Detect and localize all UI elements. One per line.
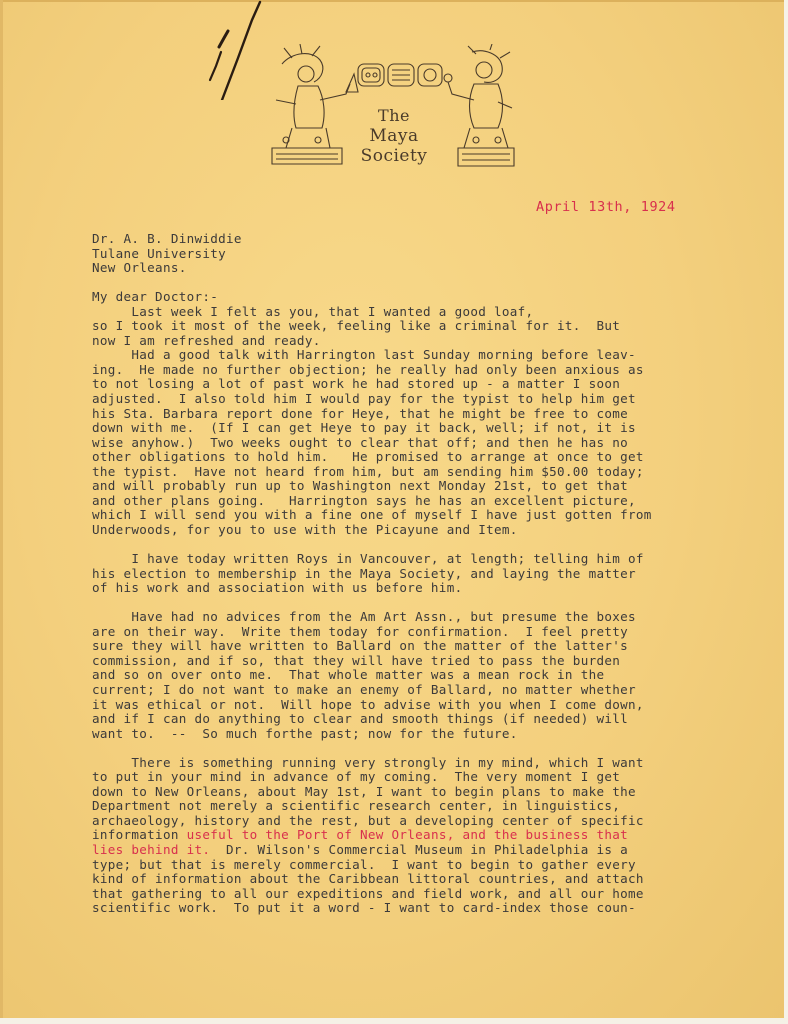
- paragraph-line: kind of information about the Caribbean littoral countries, and attach: [92, 871, 644, 887]
- paragraph-line: sure they will have written to Ballard on the matter of the latter's: [92, 638, 628, 654]
- address-line: New Orleans.: [92, 260, 187, 276]
- paragraph-line: Department not merely a scientific research center, in linguistics,: [92, 798, 621, 814]
- paragraph-line: and if I can do anything to clear and smooth things (if needed) will: [92, 711, 628, 727]
- letter-date: April 13th, 1924: [536, 199, 676, 215]
- paragraph-line: now I am refreshed and ready.: [92, 332, 321, 348]
- paragraph-line: to put in your mind in advance of my coming. The very moment I get: [92, 769, 621, 785]
- paragraph-line: other obligations to hold him. He promised to arrange at once to get: [92, 449, 644, 465]
- address-line: Dr. A. B. Dinwiddie: [92, 231, 242, 246]
- paragraph-line: Underwoods, for you to use with the Picayune and Item.: [92, 521, 518, 537]
- letterhead-title: [334, 108, 454, 166]
- text-segment: information: [92, 827, 187, 843]
- red-ink-segment: useful to the Port of New Orleans, and the business that: [186, 827, 628, 843]
- address-line: Tulane University: [92, 245, 226, 261]
- letterhead-the: The: [378, 106, 410, 125]
- maya-figure-right-icon: [444, 44, 514, 166]
- paragraph-line: ing. He made no further objection; he really had only been anxious as: [92, 361, 644, 377]
- letterhead-org-name: Maya Society: [360, 126, 428, 166]
- paragraph-line: that gathering to all our expeditions and field work, and all our home: [92, 885, 644, 901]
- paragraph-line: down with me. (If I can get Heye to pay it back, well; if not, it is: [92, 420, 636, 436]
- paragraph-line: [92, 843, 762, 858]
- paragraph-line: to not losing a lot of past work he had stored up - a matter I soon: [92, 376, 621, 392]
- red-ink-segment: lies behind it.: [92, 841, 211, 857]
- paragraph-line: Had a good talk with Harrington last Sunday morning before leav-: [92, 347, 636, 363]
- paragraph-line: wise anyhow.) Two weeks ought to clear that off; and then he has no: [92, 434, 628, 450]
- paragraph-line: so I took it most of the week, feeling like a criminal for it. But: [92, 318, 621, 334]
- paragraph-line: his election to membership in the Maya Society, and laying the matter: [92, 565, 636, 581]
- paragraph-line: adjusted. I also told him I would pay for the typist to help him get: [92, 391, 636, 407]
- paragraph-line: type; but that is merely commercial. I want to begin to gather every: [92, 856, 636, 872]
- paragraph-line: [92, 828, 762, 843]
- paragraph-line: Last week I felt as you, that I wanted a good loaf,: [92, 303, 534, 319]
- paragraph-line: and other plans going. Harrington says he has an excellent picture,: [92, 492, 636, 508]
- text-segment: Dr. Wilson's Commercial Museum in Philadelphia is a: [210, 841, 628, 857]
- paragraph-line: and will probably run up to Washington next Monday 21st, to get that: [92, 478, 628, 494]
- paragraph-line: want to. -- So much forthe past; now for the future.: [92, 725, 518, 741]
- paragraph-line: the typist. Have not heard from him, but am sending him $50.00 today;: [92, 463, 644, 479]
- paper-edge-left: [0, 0, 3, 1024]
- paragraph-line: of his work and association with us before him.: [92, 580, 463, 596]
- paragraph-line: it was ethical or not. Will hope to advise with you when I come down,: [92, 696, 644, 712]
- paragraph-line: Have had no advices from the Am Art Assn., but presume the boxes: [92, 609, 636, 625]
- maya-glyphs-icon: [358, 64, 442, 86]
- salutation: My dear Doctor:-: [92, 289, 219, 305]
- paper-edge-top: [0, 0, 788, 2]
- paragraph-line: commission, and if so, that they will have tried to pass the burden: [92, 652, 621, 668]
- paper-edge-right: [784, 0, 788, 1024]
- paragraph-line: archaeology, history and the rest, but a developing center of specific: [92, 812, 644, 828]
- paragraph-line: scientific work. To put it a word - I want to card-index those coun-: [92, 900, 636, 916]
- paragraph-line: which I will send you with a fine one of myself I have just gotten from: [92, 507, 652, 523]
- paragraph-line: current; I do not want to make an enemy of Ballard, no matter whether: [92, 681, 636, 697]
- paragraph-line: down to New Orleans, about May 1st, I want to begin plans to make the: [92, 783, 636, 799]
- paragraph-line: There is something running very strongly in my mind, which I want: [92, 754, 644, 770]
- paragraph-line: are on their way. Write them today for confirmation. I feel pretty: [92, 623, 628, 639]
- paragraph-line: and so on over onto me. That whole matter was a mean rock in the: [92, 667, 605, 683]
- paper-edge-bottom: [0, 1018, 788, 1024]
- paragraph-line: I have today written Roys in Vancouver, at length; telling him of: [92, 551, 644, 567]
- letter-body: [92, 232, 762, 916]
- paragraph-line: his Sta. Barbara report done for Heye, that he might be free to come: [92, 405, 628, 421]
